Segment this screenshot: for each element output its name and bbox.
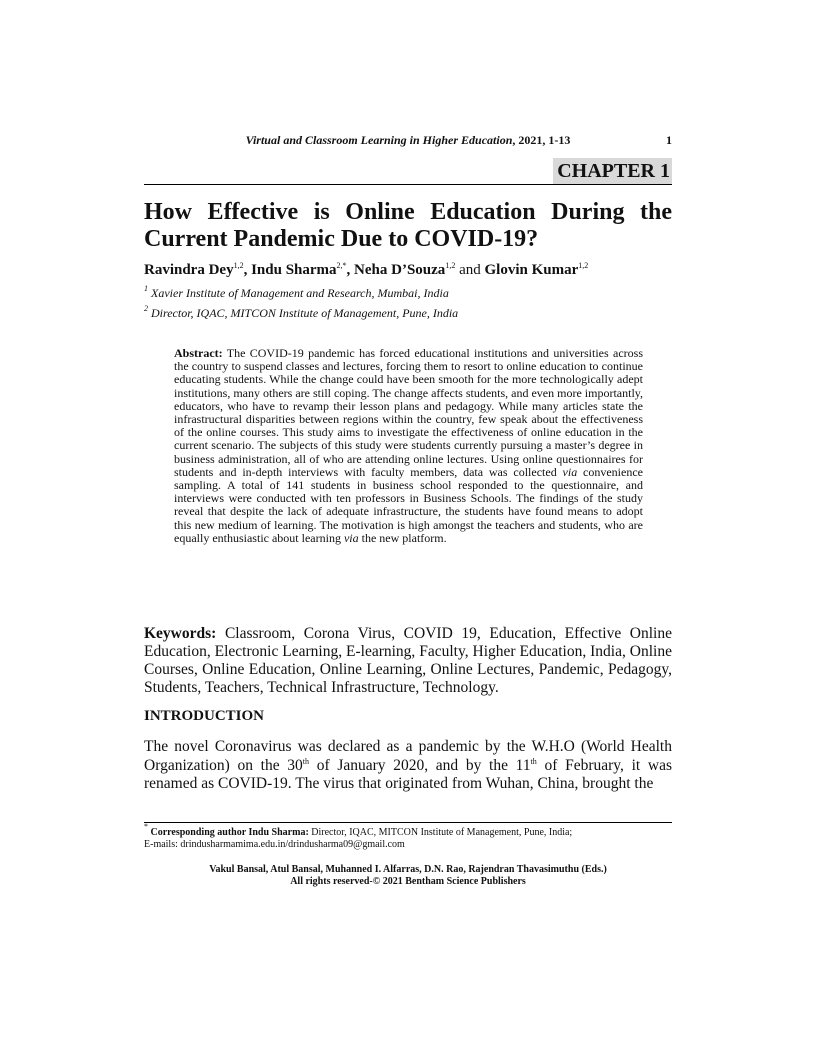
rights-line: All rights reserved-© 2021 Bentham Science Publishers	[290, 876, 526, 887]
paper-title: How Effective is Online Education During the Current Pandemic Due to COVID-19?	[144, 199, 672, 252]
author-name: Neha D’Souza	[354, 262, 446, 278]
ordinal-suffix: th	[302, 756, 310, 766]
author-name: Indu Sharma	[251, 262, 337, 278]
footnote-label: Corresponding author Indu Sharma:	[148, 827, 309, 838]
abstract-text: the new platform.	[358, 530, 447, 545]
author-affiliation-marker: 1,2	[578, 261, 589, 270]
author-separator: and	[455, 262, 485, 278]
author-separator: ,	[243, 262, 252, 278]
footnote-emails: E-mails: drindusharmamima.edu.in/drindusharma09@gmail.com	[144, 839, 405, 850]
introduction-paragraph	[144, 738, 672, 794]
author-affiliation-marker: 2,*	[336, 261, 347, 270]
abstract-label: Abstract:	[174, 346, 223, 360]
publisher-info	[144, 864, 672, 888]
affiliation	[144, 286, 672, 301]
intro-text: The novel Coronavirus was declared as a pandemic by the W.H.O (World Health Organization) on the 30	[144, 738, 672, 774]
keywords	[144, 625, 672, 697]
abstract-italic: via	[562, 464, 578, 479]
affiliation-number: 2	[144, 304, 148, 313]
author-separator: ,	[346, 262, 355, 278]
intro-text: of February, it was renamed as COVID-19. The virus that originated from Wuhan, China, brought the	[144, 756, 673, 792]
ordinal-suffix: th	[530, 756, 537, 766]
chapter-label: CHAPTER 1	[553, 158, 672, 184]
affiliation	[144, 306, 672, 321]
footnote-divider	[144, 822, 672, 823]
footnote-text: Director, IQAC, MITCON Institute of Management, Pune, India;	[308, 827, 573, 838]
intro-text: of January 2020, and by the 11	[309, 756, 531, 774]
abstract-text: The COVID-19 pandemic has forced educational institutions and universities across the country to suspend classes and lectures, forcing them to resort to online education to continue educating students. While the change could have been smooth for the more technologically adept institutions, many others are still coping. The change affects students, and even more importantly, educators, who have to revamp their lesson plans and pedagogy. While many articles state the infrastructural disparities between regions within the country, few speak about the effectiveness of the online courses. This study aims to investigate the effectiveness of online education in the current scenario. The subjects of this study were students currently pursuing a master’s degree in business administration, all of who are attending online lectures. Using online questionnaires for students and in-depth interviews with faculty members, data was collected	[174, 346, 644, 479]
editors-line: Vakul Bansal, Atul Bansal, Muhanned I. Alfarras, D.N. Rao, Rajendran Thavasimuthu (Eds.)	[209, 864, 607, 875]
running-head	[144, 133, 672, 148]
page-number: 1	[666, 133, 672, 147]
footnote-marker: *	[144, 822, 148, 831]
journal-details: , 2021, 1-13	[512, 133, 571, 147]
footnote	[144, 822, 672, 851]
author-list	[144, 262, 672, 279]
author-name: Ravindra Dey	[144, 262, 234, 278]
section-heading: INTRODUCTION	[144, 708, 265, 724]
abstract-italic: via	[343, 530, 359, 545]
chapter-header	[144, 158, 672, 185]
abstract	[174, 347, 643, 545]
abstract-text: convenience sampling. A total of 141 students in business school responded to the questionnaire, and interviews were conducted with ten professors in Business Schools. The findings of the study reveal that despite the lack of adequate infrastructure, the students have found means to adopt this new medium of learning. The motivation is high amongst the teachers and students, who are equally enthusiastic about learning	[174, 464, 643, 545]
affiliation-text: Director, IQAC, MITCON Institute of Management, Pune, India	[151, 306, 459, 320]
keywords-text: Classroom, Corona Virus, COVID 19, Education, Effective Online Education, Electronic Learning, E-learning, Faculty, Higher Education, India, Online Courses, Online Education, Online Learning, Online Lectures, Pandemic, Pedagogy, Students, Teachers, Technical Infrastructure, Technology.	[144, 625, 672, 696]
keywords-label: Keywords:	[144, 625, 217, 642]
author-affiliation-marker: 1,2	[233, 261, 244, 270]
affiliation-number: 1	[144, 284, 148, 293]
author-affiliation-marker: 1,2	[445, 261, 456, 270]
author-name: Glovin Kumar	[484, 262, 579, 278]
journal-title: Virtual and Classroom Learning in Higher Education	[245, 133, 513, 147]
affiliation-text: Xavier Institute of Management and Research, Mumbai, India	[151, 286, 449, 300]
